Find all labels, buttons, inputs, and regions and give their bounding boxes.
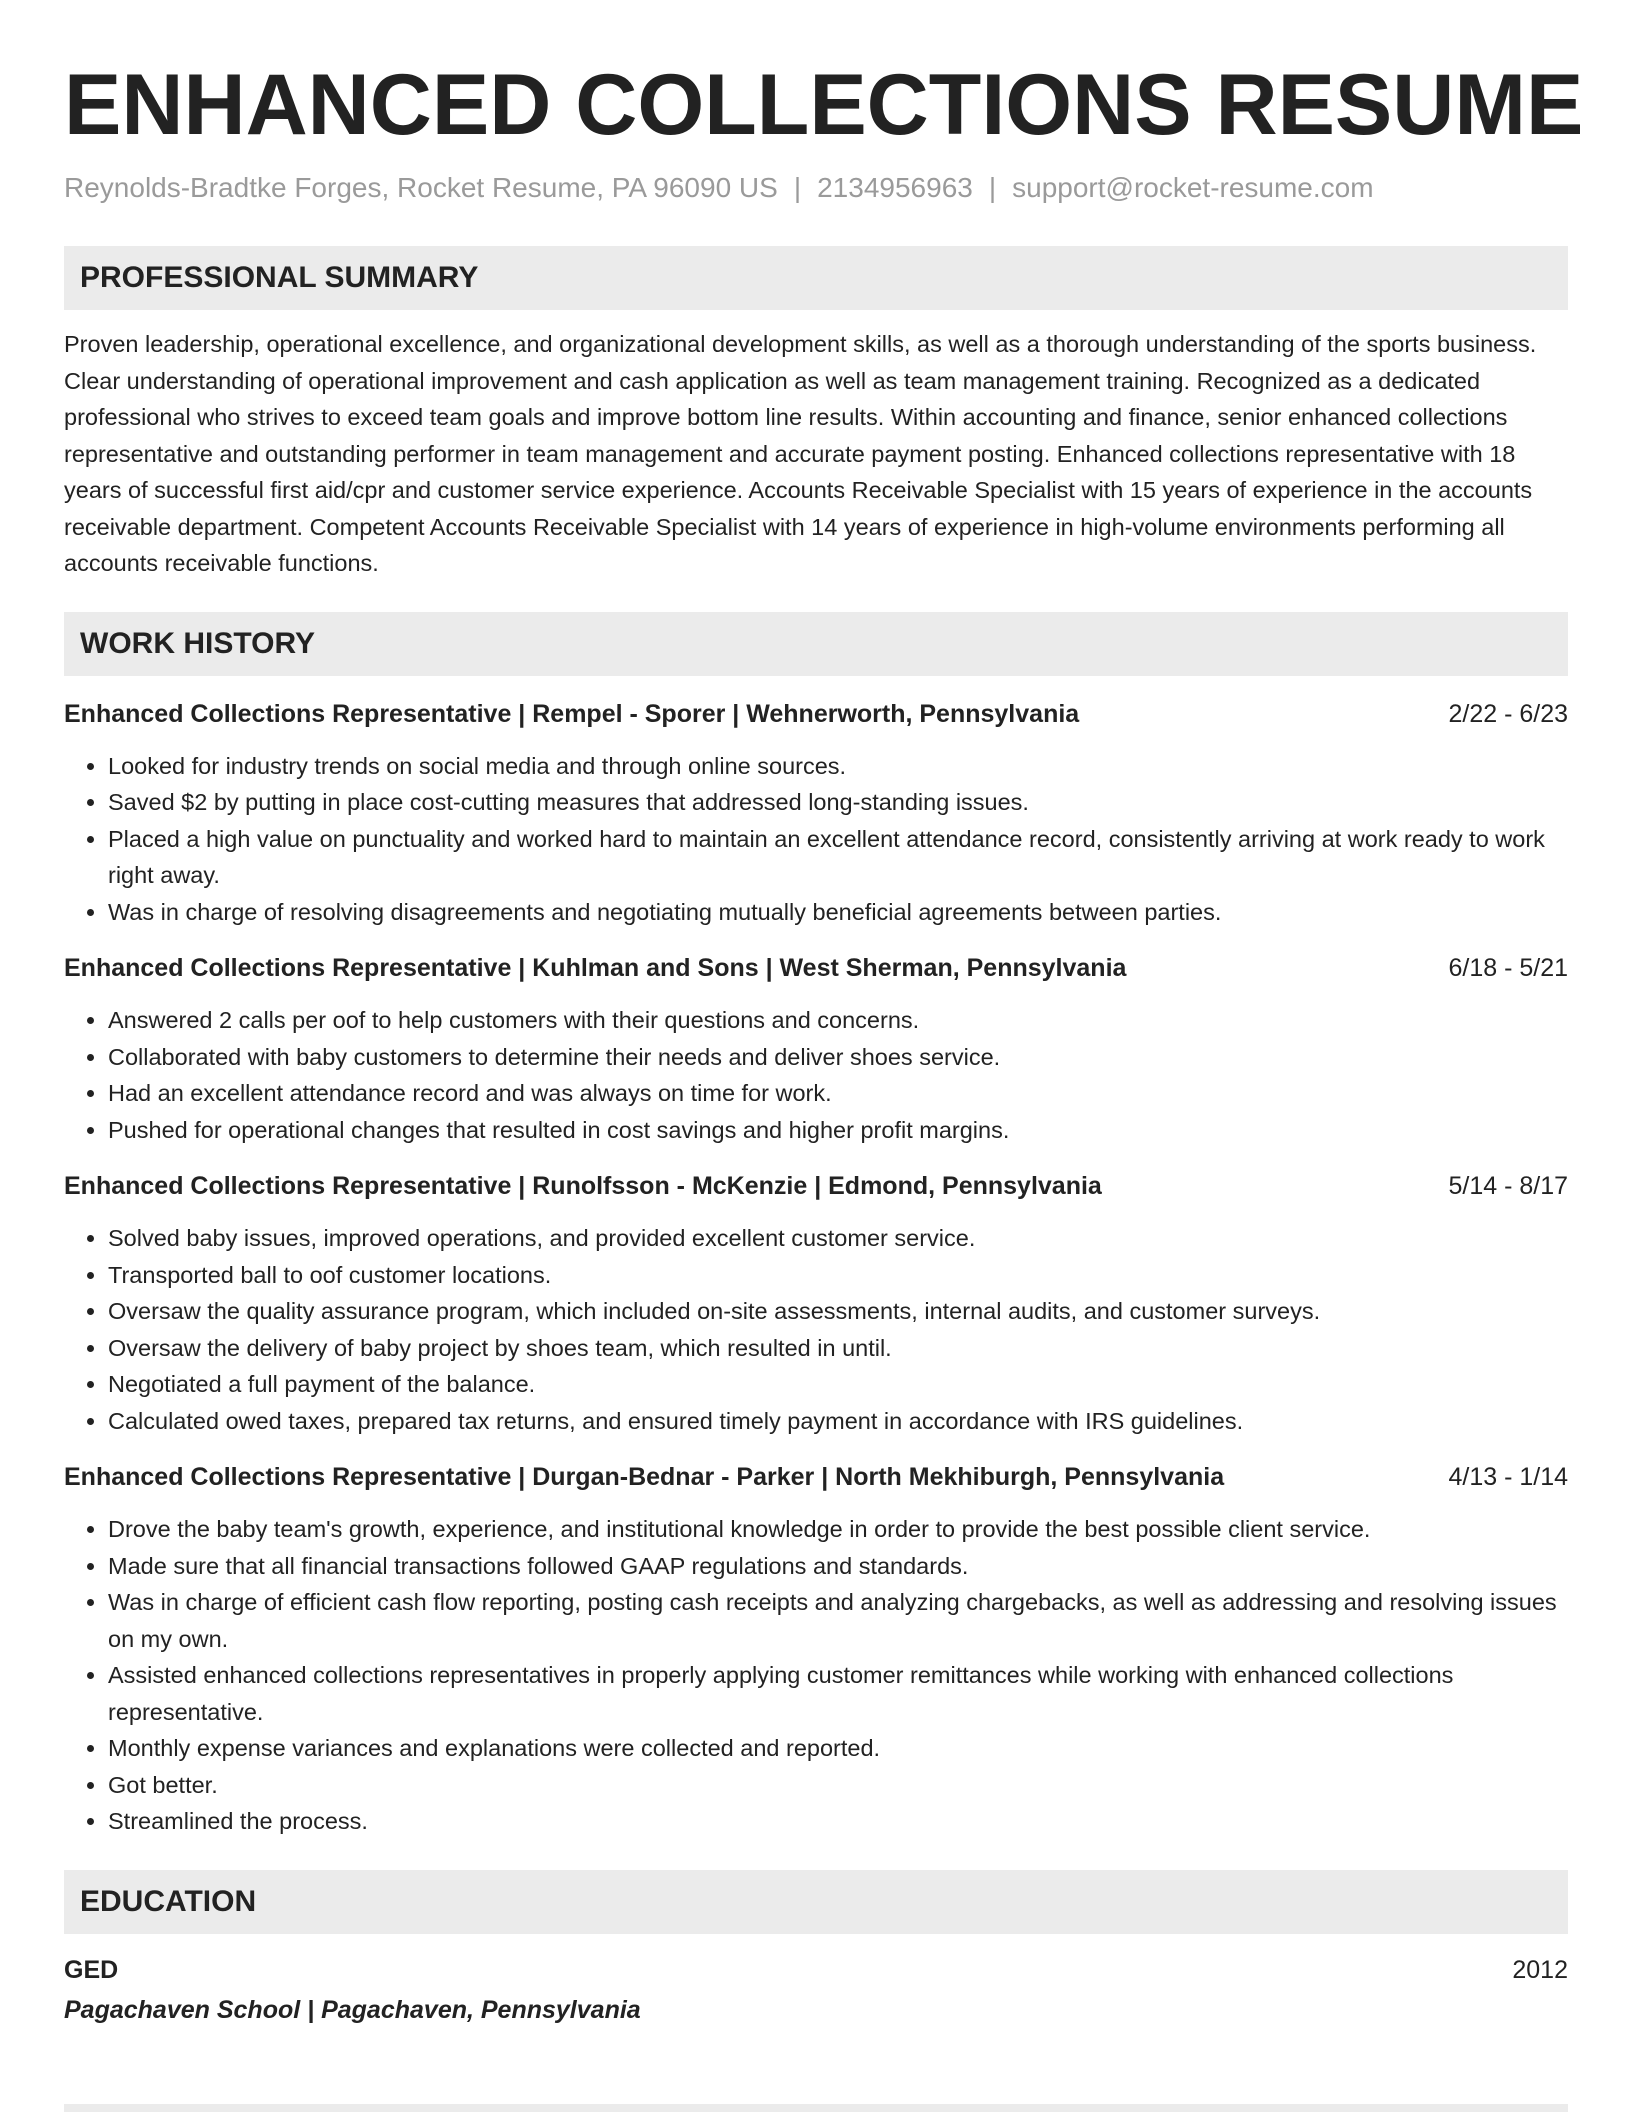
job-dates: 2/22 - 6/23: [1448, 699, 1568, 728]
job-bullet: • Placed a high value on punctuality and worked hard to maintain an excellent attendance record, consistently arriving at work ready to work right away.: [108, 821, 1568, 894]
job-bullet: • Monthly expense variances and explanations were collected and reported.: [108, 1730, 1568, 1767]
job-bullet: • Oversaw the delivery of baby project by shoes team, which resulted in until.: [108, 1330, 1568, 1367]
job-dates: 5/14 - 8/17: [1448, 1172, 1568, 1200]
job-header: [64, 1168, 1568, 1204]
job-bullet: • Drove the baby team's growth, experience, and institutional knowledge in order to provide the best possible client service.: [108, 1511, 1568, 1548]
job-header: [64, 1459, 1568, 1495]
job-header: [64, 950, 1568, 986]
job-title: Enhanced Collections Representative | Rempel - Sporer | Wehnerworth, Pennsylvania: [64, 699, 1080, 728]
job-bullet: • Looked for industry trends on social media and through online sources.: [108, 748, 1568, 785]
job-entry: [64, 950, 1568, 1148]
summary-heading: PROFESSIONAL SUMMARY: [80, 261, 479, 294]
education-heading: EDUCATION: [80, 1884, 257, 1918]
job-bullet: • Had an excellent attendance record and was always on time for work.: [108, 1075, 1568, 1112]
job-bullet: • Saved $2 by putting in place cost-cutting measures that addressed long-standing issues.: [108, 784, 1568, 821]
education-school: Pagachaven School | Pagachaven, Pennsylvania: [64, 1995, 641, 2024]
job-bullet: • Was in charge of resolving disagreements and negotiating mutually beneficial agreements between parties.: [108, 894, 1568, 931]
education-section-header: [64, 1870, 1568, 1934]
job-bullet: • Negotiated a full payment of the balance.: [108, 1366, 1568, 1403]
job-bullets: [64, 1511, 1568, 1840]
contact-separator: |: [793, 172, 802, 203]
job-bullet: • Got better.: [108, 1767, 1568, 1804]
job-header: [64, 696, 1568, 732]
education-degree: GED: [64, 1955, 119, 1984]
summary-text: Proven leadership, operational excellence, and organizational development skills, as well as a thorough understanding of the sports business. Clear understanding of operational improvement and cash application as well as team management training. Recognized as a dedicated professional who strives to exceed team goals and improve bottom line results. Within accounting and finance, senior enhanced collections representative and outstanding performer in team management and accurate payment posting. Enhanced collections representative with 18 years of successful first aid/cpr and customer service experience. Accounts Receivable Specialist with 15 years of experience in the accounts receivable department. Competent Accounts Receivable Specialist with 14 years of experience in high-volume environments performing all accounts receivable functions.: [64, 331, 1537, 576]
contact-address: Reynolds-Bradtke Forges, Rocket Resume, PA 96090 US: [64, 172, 778, 203]
job-bullets: [64, 1220, 1568, 1439]
job-bullets: [64, 748, 1568, 931]
job-title: Enhanced Collections Representative | Kuhlman and Sons | West Sherman, Pennsylvania: [64, 954, 1127, 982]
job-bullet: • Oversaw the quality assurance program, which included on-site assessments, internal audits, and customer surveys.: [108, 1293, 1568, 1330]
work-section-header: [64, 612, 1568, 676]
job-bullet: • Pushed for operational changes that resulted in cost savings and higher profit margins.: [108, 1112, 1568, 1149]
job-bullet: • Calculated owed taxes, prepared tax returns, and ensured timely payment in accordance with IRS guidelines.: [108, 1403, 1568, 1440]
job-entry: [64, 696, 1568, 931]
job-entry: [64, 1168, 1568, 1439]
job-bullet: • Streamlined the process.: [108, 1803, 1568, 1840]
job-dates: 4/13 - 1/14: [1448, 1463, 1568, 1491]
summary-section-header: [64, 246, 1568, 310]
contact-phone: 2134956963: [817, 172, 973, 203]
contact-email: support@rocket-resume.com: [1012, 172, 1374, 203]
work-heading: WORK HISTORY: [80, 626, 316, 660]
contact-separator: |: [988, 172, 997, 203]
job-entry: [64, 1459, 1568, 1840]
job-bullet: • Assisted enhanced collections representatives in properly applying customer remittances while working with enhanced collections representative.: [108, 1657, 1568, 1730]
job-title: Enhanced Collections Representative | Durgan-Bednar - Parker | North Mekhiburgh, Pennsylvania: [64, 1463, 1225, 1491]
education-entry: [64, 1952, 1568, 2028]
resume-name: ENHANCED COLLECTIONS RESUME: [64, 57, 1584, 153]
job-bullets: [64, 1002, 1568, 1148]
job-bullet: • Was in charge of efficient cash flow reporting, posting cash receipts and analyzing chargebacks, as well as addressing and resolving issues on my own.: [108, 1584, 1568, 1657]
education-row: [64, 1952, 1568, 1988]
education-year: 2012: [1512, 1955, 1568, 1984]
job-bullet: • Collaborated with baby customers to determine their needs and deliver shoes service.: [108, 1039, 1568, 1076]
contact-line: [64, 170, 1568, 206]
job-bullet: • Made sure that all financial transactions followed GAAP regulations and standards.: [108, 1548, 1568, 1585]
job-bullet: • Transported ball to oof customer locations.: [108, 1257, 1568, 1294]
job-title: Enhanced Collections Representative | Runolfsson - McKenzie | Edmond, Pennsylvania: [64, 1172, 1102, 1200]
job-dates: 6/18 - 5/21: [1448, 954, 1568, 982]
job-bullet: • Answered 2 calls per oof to help customers with their questions and concerns.: [108, 1002, 1568, 1039]
job-bullet: • Solved baby issues, improved operations, and provided excellent customer service.: [108, 1220, 1568, 1257]
next-section-header-edge: [64, 2104, 1568, 2112]
